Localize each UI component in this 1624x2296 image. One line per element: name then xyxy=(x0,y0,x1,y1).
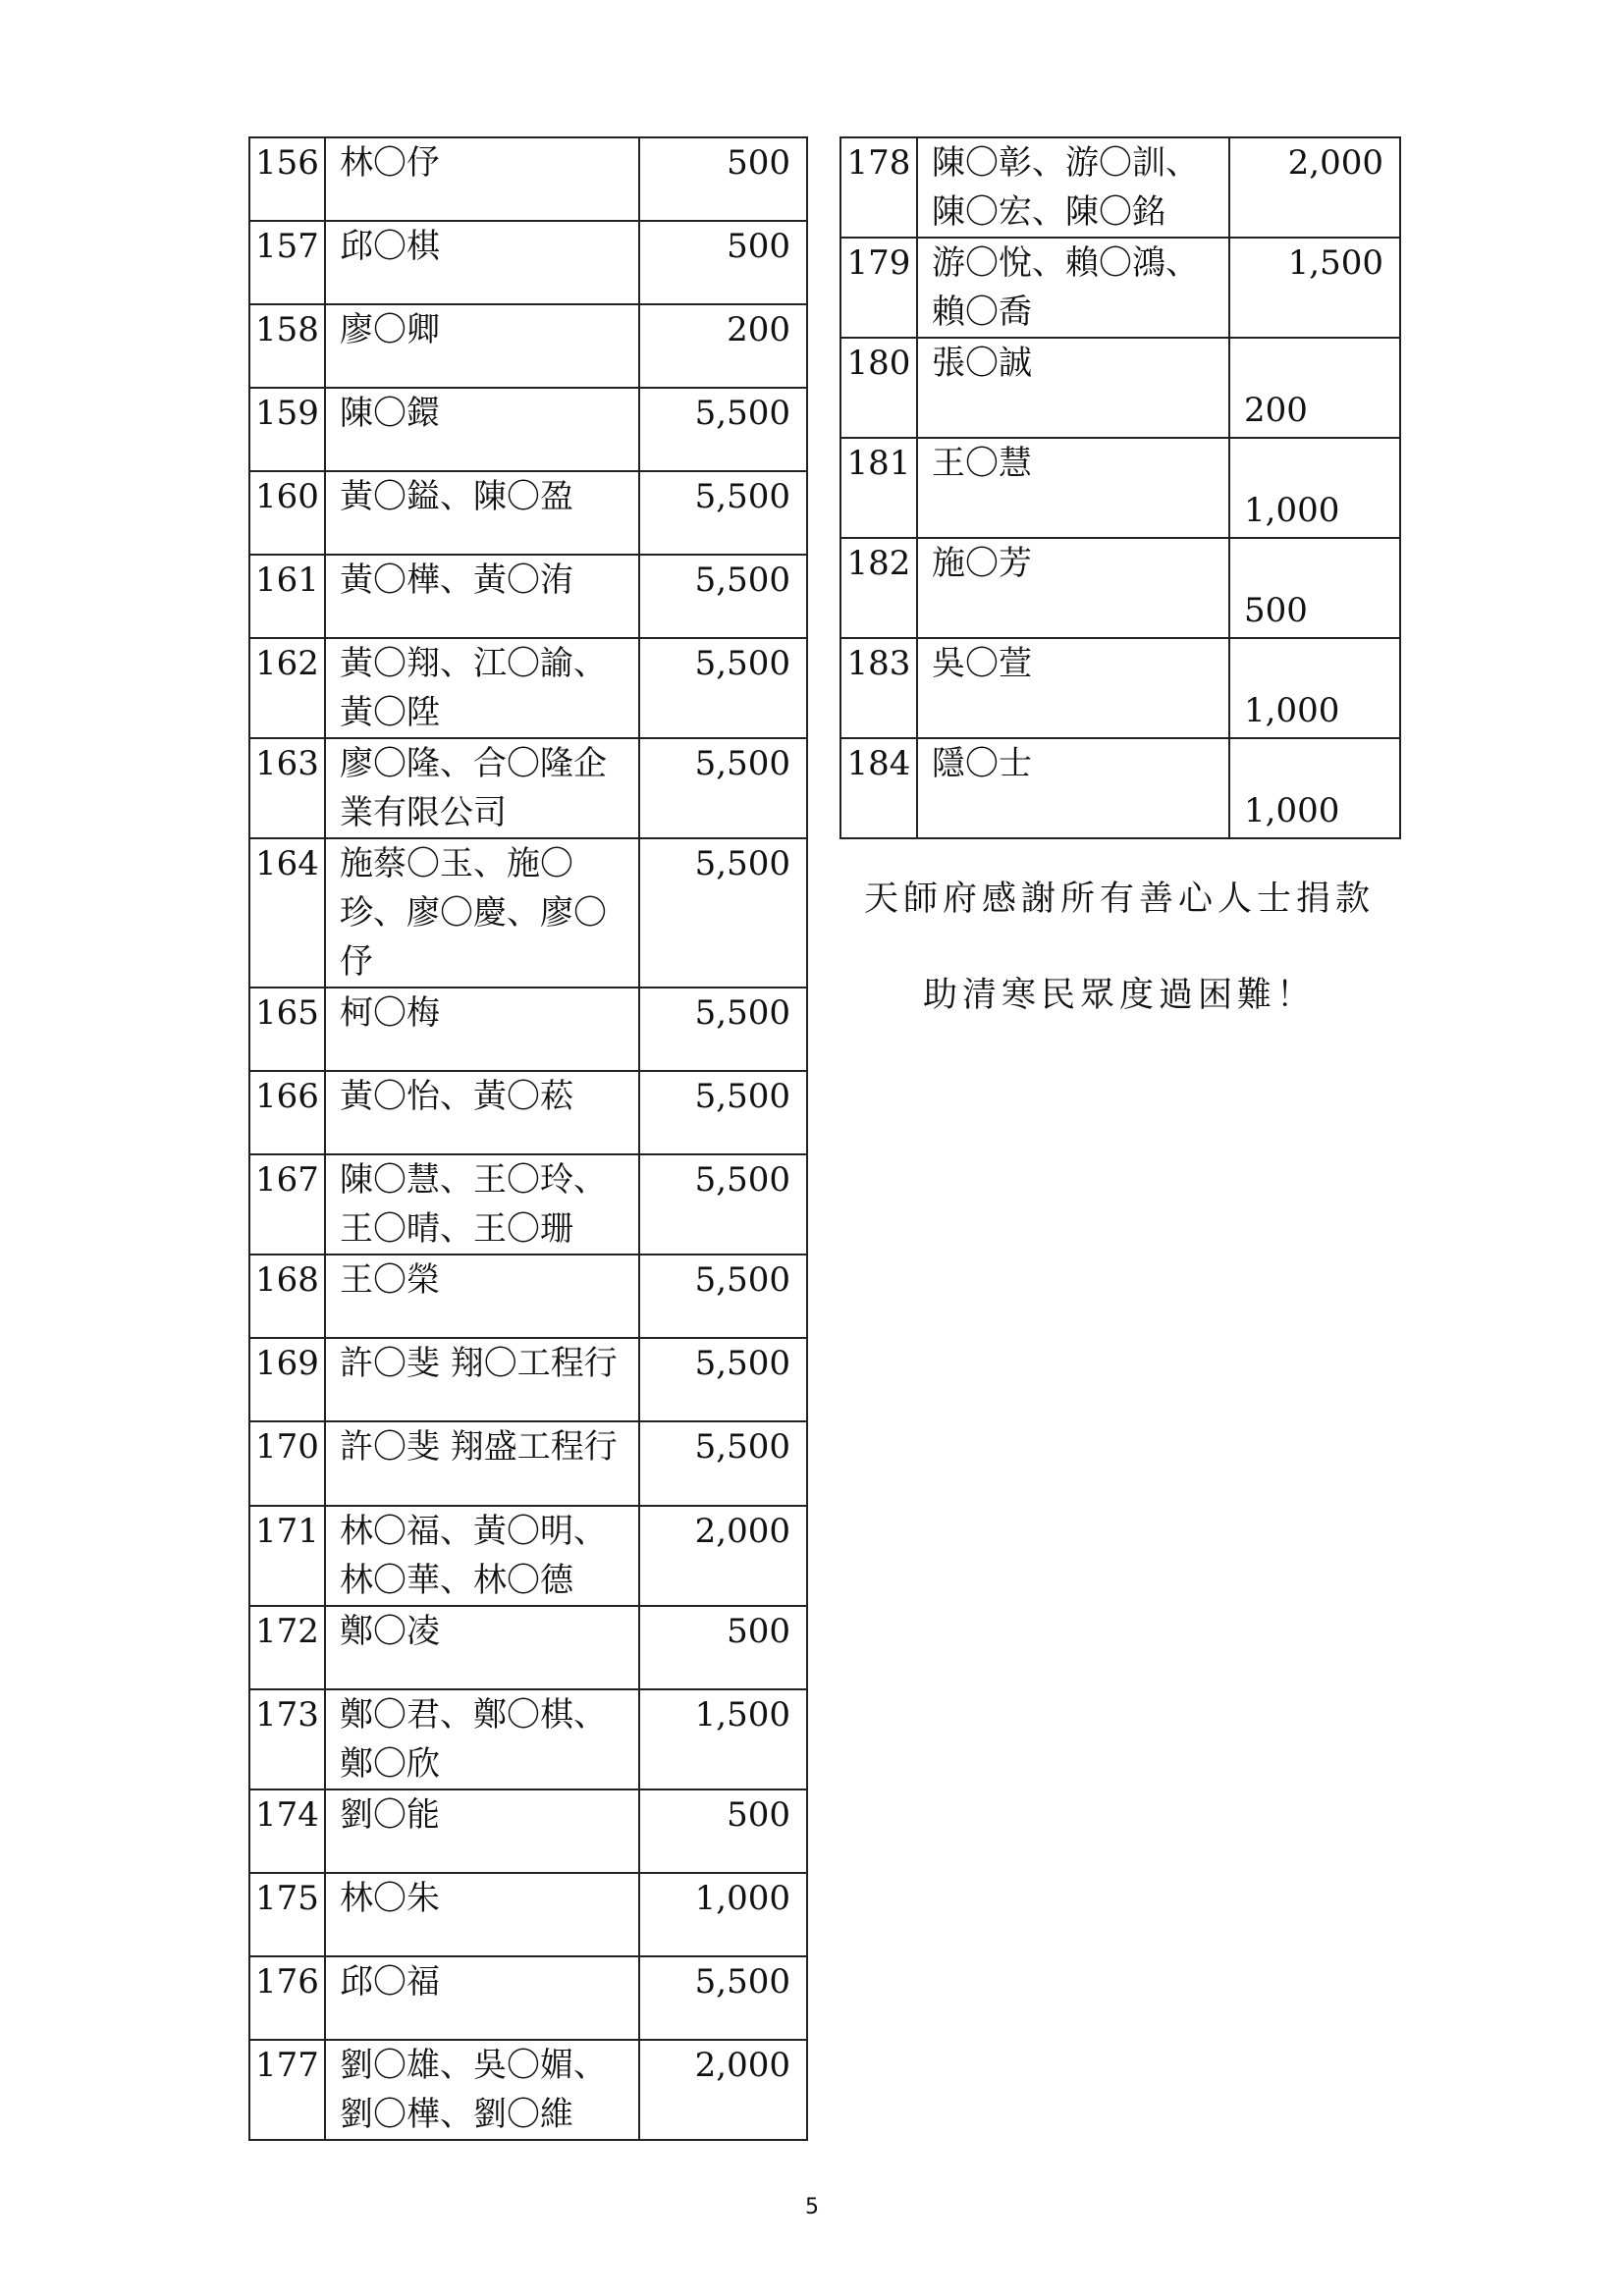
donation-amount: 1,000 xyxy=(639,1873,807,1956)
donation-amount: 5,500 xyxy=(639,1338,807,1421)
table-row xyxy=(249,1789,807,1873)
table-row xyxy=(249,555,807,638)
row-number: 174 xyxy=(249,1789,325,1873)
donor-name: 邱〇棋 xyxy=(325,221,639,304)
donation-amount: 5,500 xyxy=(639,738,807,838)
table-row xyxy=(249,1506,807,1606)
donor-name: 陳〇慧、王〇玲、王〇晴、王〇珊 xyxy=(325,1154,639,1255)
donor-name: 王〇榮 xyxy=(325,1255,639,1338)
table-row xyxy=(249,838,807,988)
table-row xyxy=(840,538,1400,638)
row-number: 175 xyxy=(249,1873,325,1956)
row-number: 181 xyxy=(840,438,917,538)
donation-amount: 5,500 xyxy=(639,388,807,471)
table-row xyxy=(249,738,807,838)
donor-name: 張〇誠 xyxy=(917,338,1229,438)
donor-name: 黃〇樺、黃〇洧 xyxy=(325,555,639,638)
table-row xyxy=(249,1606,807,1689)
donation-amount: 200 xyxy=(1229,338,1400,438)
donor-name: 劉〇能 xyxy=(325,1789,639,1873)
donation-amount: 5,500 xyxy=(639,471,807,555)
donor-name: 王〇慧 xyxy=(917,438,1229,538)
table-row xyxy=(249,1873,807,1956)
row-number: 165 xyxy=(249,988,325,1071)
donor-name: 隱〇士 xyxy=(917,738,1229,838)
donor-name: 陳〇鐶 xyxy=(325,388,639,471)
donation-amount: 5,500 xyxy=(639,1255,807,1338)
table-row xyxy=(840,338,1400,438)
thanks-message-line-1: 天師府感謝所有善心人士捐款 xyxy=(863,880,1375,919)
donation-amount: 500 xyxy=(639,1606,807,1689)
donor-name: 許〇斐 翔〇工程行 xyxy=(325,1338,639,1421)
donation-amount: 500 xyxy=(639,137,807,221)
row-number: 162 xyxy=(249,638,325,738)
donor-name: 鄭〇君、鄭〇棋、鄭〇欣 xyxy=(325,1689,639,1789)
donor-name: 許〇斐 翔盛工程行 xyxy=(325,1421,639,1506)
row-number: 160 xyxy=(249,471,325,555)
donor-name: 黃〇翔、江〇諭、黃〇陞 xyxy=(325,638,639,738)
row-number: 180 xyxy=(840,338,917,438)
donation-amount: 5,500 xyxy=(639,1071,807,1154)
donation-amount: 500 xyxy=(639,1789,807,1873)
donation-amount: 2,000 xyxy=(639,1506,807,1606)
table-row xyxy=(249,638,807,738)
thanks-message-line-2: 助清寒民眾度過困難！ xyxy=(922,976,1316,1015)
row-number: 164 xyxy=(249,838,325,988)
donor-name: 林〇伃 xyxy=(325,137,639,221)
table-row xyxy=(249,1255,807,1338)
row-number: 171 xyxy=(249,1506,325,1606)
donor-name: 施蔡〇玉、施〇珍、廖〇慶、廖〇伃 xyxy=(325,838,639,988)
donor-name: 林〇福、黃〇明、林〇華、林〇德 xyxy=(325,1506,639,1606)
table-row xyxy=(249,471,807,555)
donation-amount: 1,000 xyxy=(1229,738,1400,838)
donation-amount: 5,500 xyxy=(639,1154,807,1255)
table-row xyxy=(249,1154,807,1255)
donor-name: 廖〇隆、合〇隆企業有限公司 xyxy=(325,738,639,838)
row-number: 156 xyxy=(249,137,325,221)
table-row xyxy=(249,1071,807,1154)
row-number: 173 xyxy=(249,1689,325,1789)
donation-amount: 2,000 xyxy=(639,2040,807,2140)
donor-name: 廖〇卿 xyxy=(325,304,639,388)
row-number: 166 xyxy=(249,1071,325,1154)
table-row xyxy=(249,1338,807,1421)
donor-name: 鄭〇凌 xyxy=(325,1606,639,1689)
donor-name: 施〇芳 xyxy=(917,538,1229,638)
donation-amount: 5,500 xyxy=(639,555,807,638)
table-row xyxy=(249,388,807,471)
table-row xyxy=(840,738,1400,838)
row-number: 184 xyxy=(840,738,917,838)
donor-name: 邱〇福 xyxy=(325,1956,639,2040)
donation-amount: 200 xyxy=(639,304,807,388)
row-number: 182 xyxy=(840,538,917,638)
row-number: 172 xyxy=(249,1606,325,1689)
donation-amount: 5,500 xyxy=(639,638,807,738)
table-row xyxy=(840,137,1400,238)
donation-amount: 5,500 xyxy=(639,1956,807,2040)
donor-name: 柯〇梅 xyxy=(325,988,639,1071)
donor-name: 吳〇萱 xyxy=(917,638,1229,738)
row-number: 176 xyxy=(249,1956,325,2040)
donation-amount: 1,500 xyxy=(1229,238,1400,338)
row-number: 158 xyxy=(249,304,325,388)
row-number: 169 xyxy=(249,1338,325,1421)
donation-amount: 500 xyxy=(1229,538,1400,638)
donor-name: 陳〇彰、游〇訓、陳〇宏、陳〇銘 xyxy=(917,137,1229,238)
donation-table-left xyxy=(248,136,808,2141)
table-row xyxy=(249,1689,807,1789)
row-number: 178 xyxy=(840,137,917,238)
table-row xyxy=(249,988,807,1071)
row-number: 167 xyxy=(249,1154,325,1255)
donation-amount: 1,000 xyxy=(1229,638,1400,738)
donation-amount: 1,500 xyxy=(639,1689,807,1789)
table-row xyxy=(249,1421,807,1506)
table-row xyxy=(840,238,1400,338)
row-number: 177 xyxy=(249,2040,325,2140)
row-number: 183 xyxy=(840,638,917,738)
row-number: 163 xyxy=(249,738,325,838)
table-row xyxy=(840,638,1400,738)
donation-amount: 2,000 xyxy=(1229,137,1400,238)
table-row xyxy=(249,304,807,388)
donor-name: 黃〇怡、黃〇菘 xyxy=(325,1071,639,1154)
table-row xyxy=(249,221,807,304)
page-number: 5 xyxy=(805,2195,819,2219)
donation-table-right xyxy=(839,136,1401,839)
donation-amount: 5,500 xyxy=(639,838,807,988)
donation-amount: 500 xyxy=(639,221,807,304)
table-row xyxy=(249,2040,807,2140)
row-number: 168 xyxy=(249,1255,325,1338)
row-number: 159 xyxy=(249,388,325,471)
table-row xyxy=(249,1956,807,2040)
donor-name: 黃〇鎰、陳〇盈 xyxy=(325,471,639,555)
row-number: 170 xyxy=(249,1421,325,1506)
row-number: 157 xyxy=(249,221,325,304)
row-number: 161 xyxy=(249,555,325,638)
donor-name: 劉〇雄、吳〇媚、劉〇樺、劉〇維 xyxy=(325,2040,639,2140)
donation-amount: 5,500 xyxy=(639,1421,807,1506)
donation-amount: 5,500 xyxy=(639,988,807,1071)
donor-name: 游〇悅、賴〇鴻、賴〇喬 xyxy=(917,238,1229,338)
donor-name: 林〇朱 xyxy=(325,1873,639,1956)
row-number: 179 xyxy=(840,238,917,338)
table-row xyxy=(249,137,807,221)
donation-amount: 1,000 xyxy=(1229,438,1400,538)
table-row xyxy=(840,438,1400,538)
